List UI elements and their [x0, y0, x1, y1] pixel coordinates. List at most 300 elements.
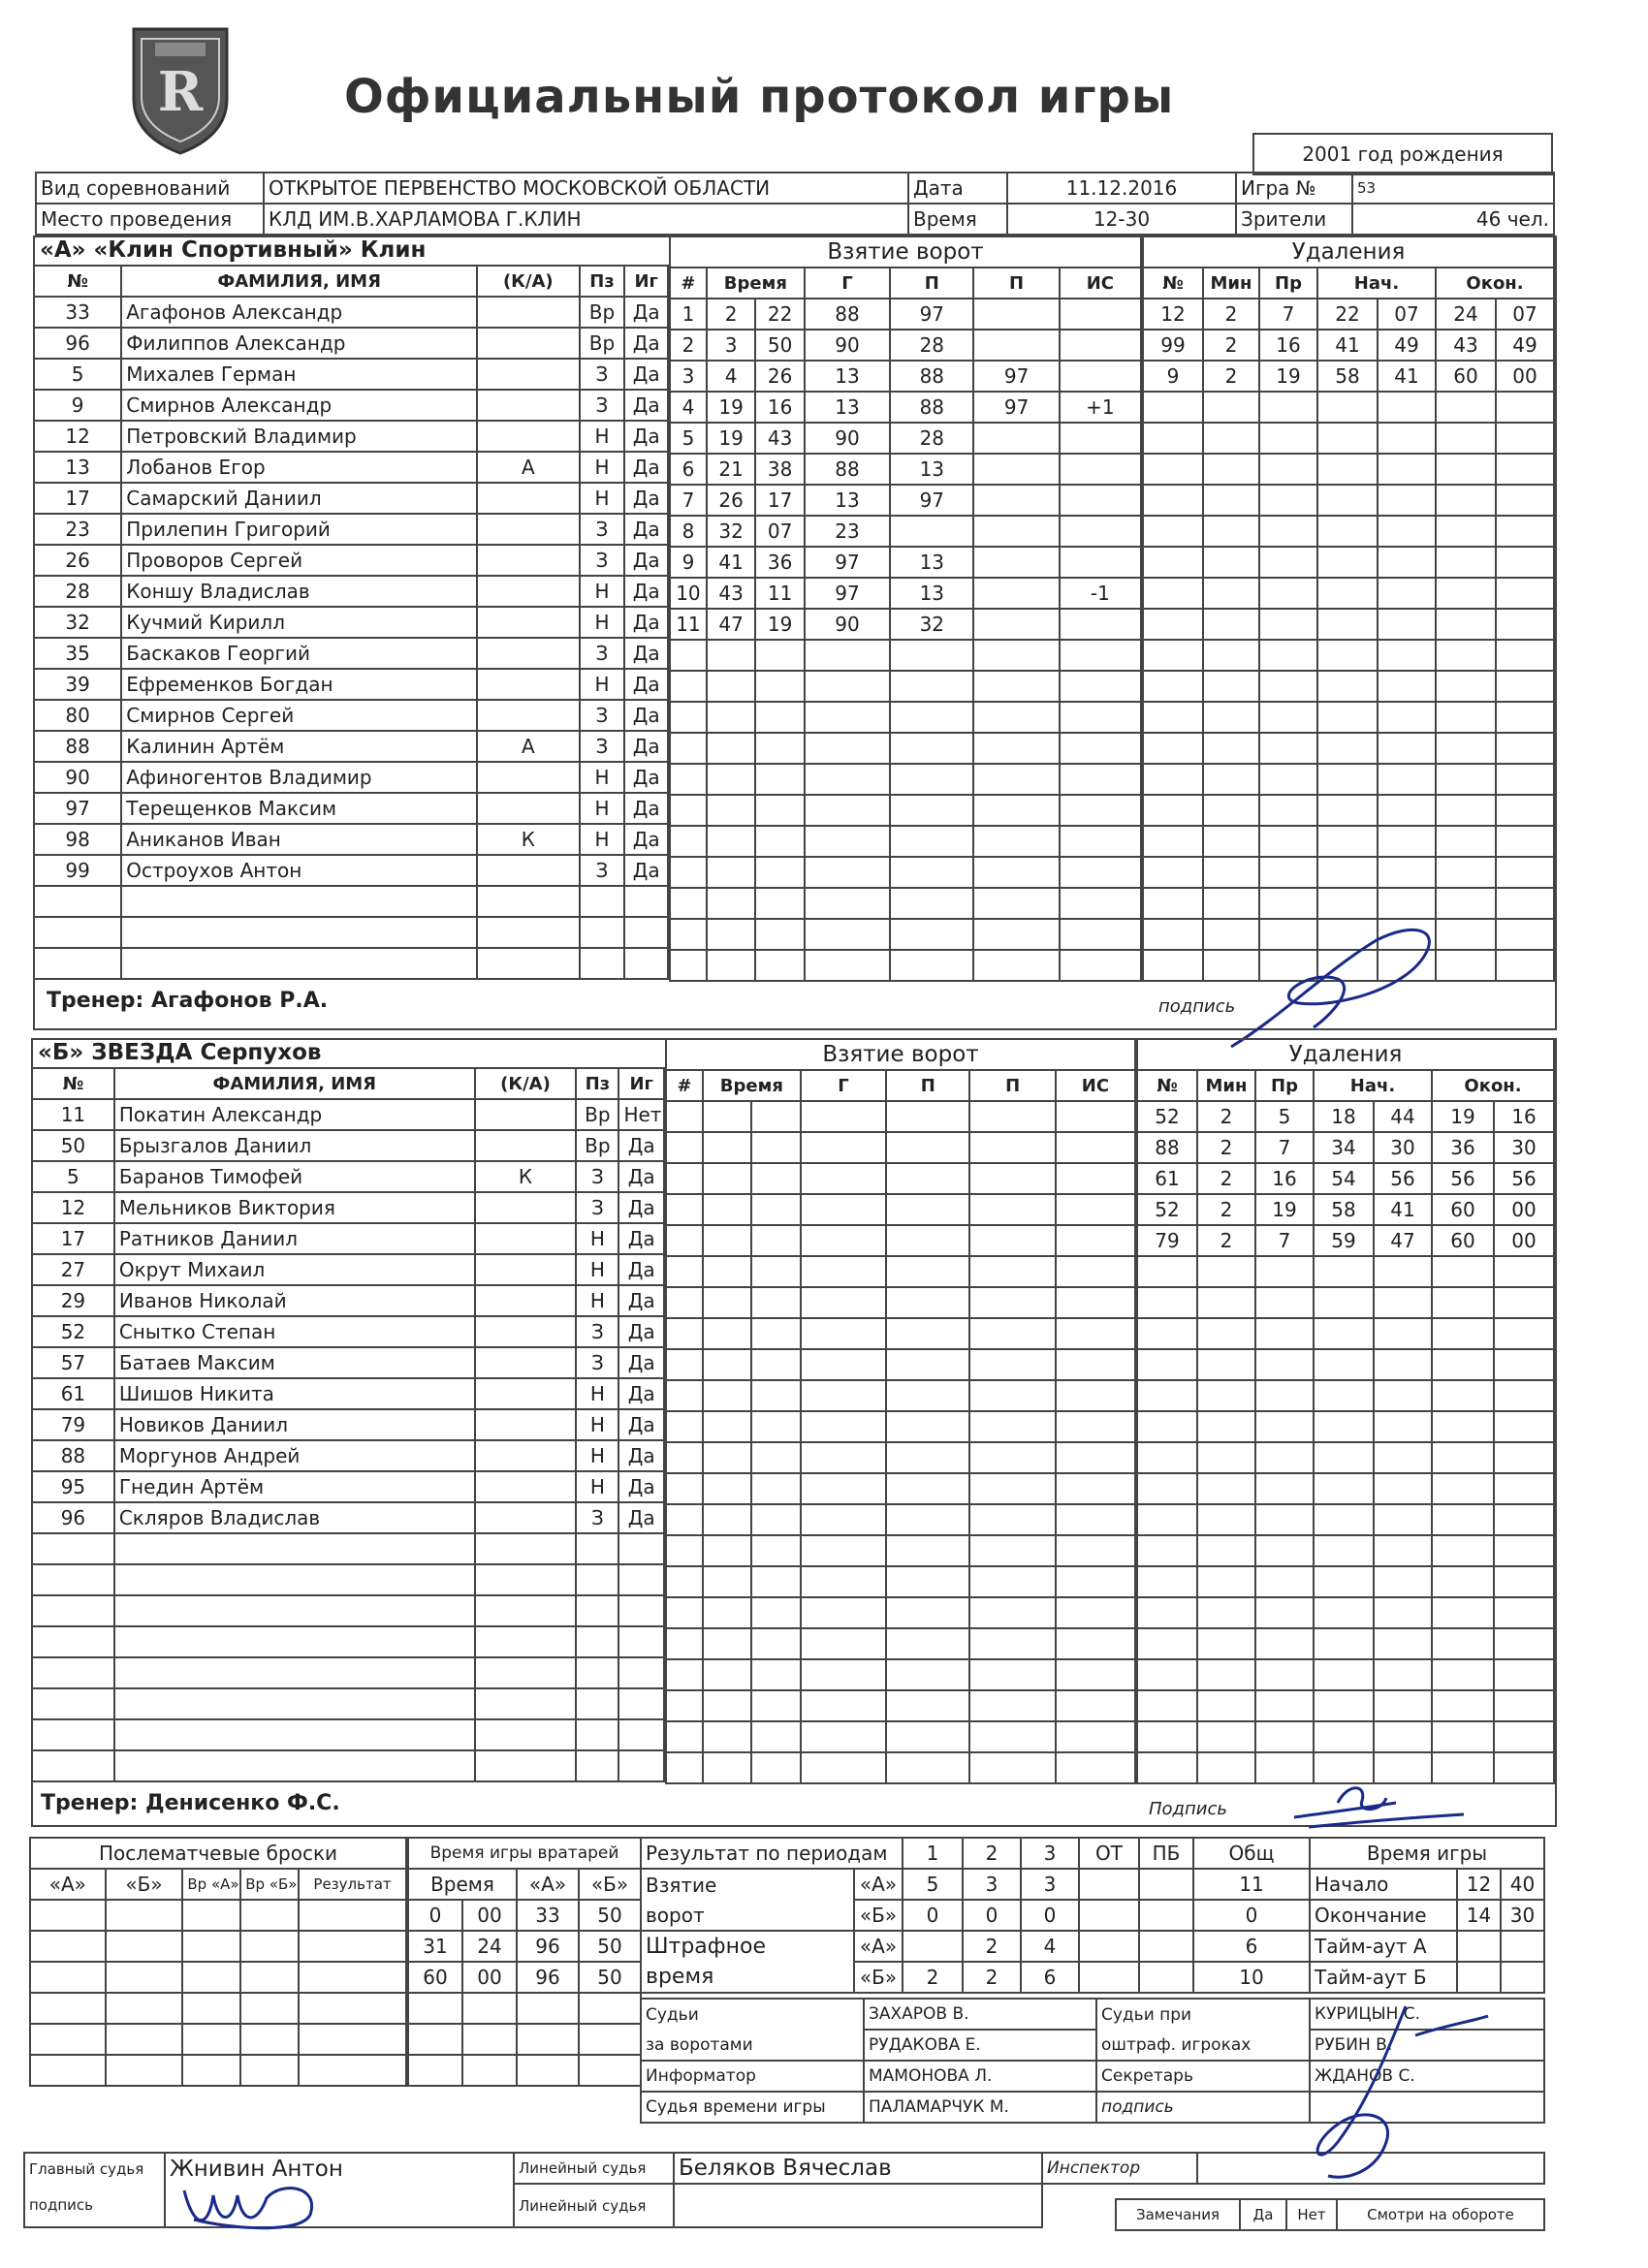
- penalty-reason: [1259, 454, 1317, 485]
- player-name: Смирнов Александр: [121, 390, 477, 421]
- penalty-start-sec: 41: [1374, 1194, 1432, 1225]
- time-label: Время: [908, 204, 1007, 235]
- goal-situation: [1060, 671, 1141, 702]
- player-number: 39: [34, 669, 121, 700]
- penalty-end-sec: [1494, 1690, 1554, 1721]
- goal-minute: [703, 1411, 751, 1442]
- goalie-b: 50: [579, 1931, 641, 1962]
- table-row: [670, 857, 1141, 888]
- player-name: Гнедин Артём: [114, 1471, 475, 1502]
- penalty-minutes: [1197, 1318, 1255, 1349]
- player-position: З: [580, 514, 625, 545]
- player-position: Н: [580, 421, 625, 452]
- table-row: [32, 1750, 664, 1781]
- penalty-minutes: [1203, 485, 1259, 516]
- penalty-end-sec: [1494, 1349, 1554, 1380]
- goal-second: [751, 1101, 800, 1132]
- goal-scorer: [805, 919, 890, 950]
- player-number: 12: [32, 1192, 114, 1223]
- player-name: [121, 948, 477, 979]
- table-row: [34, 514, 668, 545]
- penalty-player: [1137, 1411, 1197, 1442]
- player-number: 95: [32, 1471, 114, 1502]
- col-goal-assist1: П: [890, 268, 973, 299]
- goal-assist-2: [973, 857, 1059, 888]
- goalie-minute: 60: [408, 1962, 462, 1993]
- goal-judge-2: РУДАКОВА Е.: [864, 2030, 1096, 2061]
- goal-index: [666, 1659, 703, 1690]
- goal-assist-2: [969, 1721, 1055, 1752]
- penalty-start-sec: [1374, 1597, 1432, 1628]
- penalty-player: [1143, 733, 1203, 764]
- penalty-end-min: [1432, 1411, 1494, 1442]
- table-row: [1137, 1690, 1554, 1721]
- player-played: Да: [624, 607, 668, 638]
- goalie-minute: 31: [408, 1931, 462, 1962]
- goal-scorer: [805, 795, 890, 826]
- penalty-end-min: [1432, 1690, 1494, 1721]
- table-row: [1137, 1380, 1554, 1411]
- penalty-start-sec: [1374, 1349, 1432, 1380]
- penalty-label-2: время: [641, 1962, 854, 1993]
- player-name: Баранов Тимофей: [114, 1161, 475, 1192]
- table-row: [1137, 1349, 1554, 1380]
- table-row: [1143, 578, 1554, 609]
- player-name: Смирнов Сергей: [121, 700, 477, 731]
- goal-second: [751, 1256, 800, 1287]
- penalty-start-sec: 30: [1374, 1132, 1432, 1163]
- penalty-start-sec: 49: [1378, 330, 1436, 361]
- goal-scorer: [801, 1442, 886, 1473]
- goal-second: [751, 1163, 800, 1194]
- player-number: 33: [34, 297, 121, 328]
- penalty-minutes: [1203, 795, 1259, 826]
- goal-minute: [703, 1287, 751, 1318]
- penalty-judges-label: Судьи при: [1096, 1999, 1310, 2030]
- goal-scorer: [805, 888, 890, 919]
- goal-scorer: [801, 1411, 886, 1442]
- player-position: Н: [576, 1254, 618, 1285]
- informer-value: МАМОНОВА Л.: [864, 2061, 1096, 2092]
- penalty-start-min: [1317, 857, 1378, 888]
- table-row: [32, 1161, 664, 1192]
- goalie-col-time: Время: [408, 1869, 517, 1900]
- goal-index: [666, 1318, 703, 1349]
- goal-assist-1: 88: [890, 392, 973, 423]
- penalty-minutes: [1197, 1752, 1255, 1783]
- penalty-start-min: [1314, 1287, 1374, 1318]
- penalty-minutes: [1203, 857, 1259, 888]
- player-played: [618, 1626, 664, 1657]
- game-time-title: Время игры: [1310, 1838, 1544, 1869]
- player-role: [477, 793, 579, 824]
- goal-assist-2: [969, 1287, 1055, 1318]
- table-row: [1143, 640, 1554, 671]
- penalty-end-sec: [1494, 1504, 1554, 1535]
- penalty-end-sec: [1496, 857, 1554, 888]
- goal-minute: [707, 733, 755, 764]
- table-row: [1137, 1194, 1554, 1225]
- goal-assist-2: [969, 1597, 1055, 1628]
- table-row: [1137, 1132, 1554, 1163]
- goal-situation: [1056, 1225, 1135, 1256]
- penalty-start-min: 34: [1314, 1132, 1374, 1163]
- player-number: 26: [34, 545, 121, 576]
- player-number: 99: [34, 855, 121, 886]
- goal-assist-1: [886, 1101, 969, 1132]
- goal-second: [751, 1473, 800, 1504]
- player-number: 35: [34, 638, 121, 669]
- penalty-end-min: [1432, 1349, 1494, 1380]
- goal-assist-2: [969, 1504, 1055, 1535]
- player-played: Да: [624, 669, 668, 700]
- player-position: З: [576, 1192, 618, 1223]
- penalty-start-sec: [1374, 1504, 1432, 1535]
- goal-situation: [1056, 1349, 1135, 1380]
- chief-referee-signature: [174, 2171, 330, 2239]
- goal-index: [666, 1132, 703, 1163]
- player-name: Баскаков Георгий: [121, 638, 477, 669]
- goal-situation: [1060, 423, 1141, 454]
- goal-assist-1: [890, 671, 973, 702]
- player-role: К: [477, 824, 579, 855]
- penalty-start-min: [1314, 1659, 1374, 1690]
- penalty-end-sec: [1496, 733, 1554, 764]
- penalty-end-sec: [1494, 1752, 1554, 1783]
- goal-scorer: [801, 1566, 886, 1597]
- goal-assist-2: [973, 702, 1059, 733]
- goal-situation: [1060, 609, 1141, 640]
- goal-minute: [707, 764, 755, 795]
- penalty-end-sec: [1494, 1442, 1554, 1473]
- goal-minute: [703, 1442, 751, 1473]
- player-name: Коншу Владислав: [121, 576, 477, 607]
- player-role: [475, 1533, 577, 1564]
- player-number: [32, 1657, 114, 1688]
- goal-minute: 4: [707, 361, 755, 392]
- player-name: Ефременков Богдан: [121, 669, 477, 700]
- team-b-coach: Тренер: Денисенко Ф.С.: [41, 1791, 340, 1815]
- player-number: 88: [34, 731, 121, 762]
- player-name: [114, 1595, 475, 1626]
- goal-situation: [1056, 1752, 1135, 1783]
- player-role: [475, 1657, 577, 1688]
- player-position: Н: [580, 607, 625, 638]
- player-position: Н: [576, 1378, 618, 1409]
- player-role: [475, 1719, 577, 1750]
- player-position: Н: [580, 762, 625, 793]
- goal-second: 19: [755, 609, 804, 640]
- player-position: З: [580, 638, 625, 669]
- table-row: [1143, 454, 1554, 485]
- goal-index: [666, 1566, 703, 1597]
- goal-scorer: 13: [805, 361, 890, 392]
- goal-assist-1: [886, 1225, 969, 1256]
- secretary-signature: [1280, 1997, 1493, 2190]
- linesman-1-value: Беляков Вячеслав: [674, 2153, 1042, 2184]
- penalty-start-min: 58: [1314, 1194, 1374, 1225]
- table-row: [670, 330, 1141, 361]
- penalty-reason: [1259, 392, 1317, 423]
- goal-index: 8: [670, 516, 707, 547]
- goal-minute: [707, 702, 755, 733]
- player-name: Иванов Николай: [114, 1285, 475, 1316]
- penalty-reason: [1259, 702, 1317, 733]
- penalty-reason: [1259, 485, 1317, 516]
- table-row: [666, 1225, 1135, 1256]
- penalty-minutes: [1197, 1659, 1255, 1690]
- table-row: [32, 1192, 664, 1223]
- penalty-end-sec: [1496, 485, 1554, 516]
- player-role: [477, 762, 579, 793]
- penalty-end-min: [1436, 764, 1496, 795]
- penalty-end-sec: [1494, 1535, 1554, 1566]
- table-row: [1143, 485, 1554, 516]
- goal-index: [666, 1473, 703, 1504]
- penalty-reason: [1255, 1380, 1314, 1411]
- goal-assist-1: [890, 702, 973, 733]
- player-number: 23: [34, 514, 121, 545]
- goal-scorer: [805, 857, 890, 888]
- goal-second: [751, 1721, 800, 1752]
- timekeeper-value: ПАЛАМАРЧУК М.: [864, 2092, 1096, 2123]
- goal-second: 16: [755, 392, 804, 423]
- goal-assist-1: [890, 857, 973, 888]
- col-name: ФАМИЛИЯ, ИМЯ: [114, 1068, 475, 1099]
- player-number: [32, 1750, 114, 1781]
- goal-assist-1: [886, 1690, 969, 1721]
- player-played: Да: [624, 421, 668, 452]
- player-role: [477, 514, 579, 545]
- penalty-minutes: 2: [1197, 1163, 1255, 1194]
- penalty-judge-1: КУРИЦЫН С.: [1310, 1999, 1544, 2030]
- goal-minute: [703, 1318, 751, 1349]
- penalty-player: 52: [1137, 1101, 1197, 1132]
- player-number: 57: [32, 1347, 114, 1378]
- player-name: Самарский Даниил: [121, 483, 477, 514]
- penalty-end-sec: [1494, 1287, 1554, 1318]
- team-b-label: «Б»: [854, 1962, 903, 1993]
- goal-assist-1: 28: [890, 423, 973, 454]
- player-position: З: [576, 1347, 618, 1378]
- penalty-player: 12: [1143, 299, 1203, 330]
- penalty-minutes: [1197, 1628, 1255, 1659]
- goal-assist-2: [969, 1225, 1055, 1256]
- timekeeper-label: Судья времени игры: [641, 2092, 864, 2123]
- penalty-reason: 19: [1255, 1194, 1314, 1225]
- player-role: [475, 1347, 577, 1378]
- player-number: 13: [34, 452, 121, 483]
- penalty-minutes: [1203, 609, 1259, 640]
- goal-situation: [1060, 640, 1141, 671]
- player-played: Да: [624, 452, 668, 483]
- goal-second: [751, 1535, 800, 1566]
- goal-index: 1: [670, 299, 707, 330]
- player-played: Да: [618, 1285, 664, 1316]
- penalty-end-min: [1436, 733, 1496, 764]
- goal-situation: [1056, 1380, 1135, 1411]
- penalty-start-sec: [1378, 454, 1436, 485]
- player-number: 5: [32, 1161, 114, 1192]
- col-num: №: [34, 266, 121, 297]
- player-position: Вр: [580, 297, 625, 328]
- linesman-1-label: Линейный судья: [514, 2153, 674, 2184]
- penalty-start-min: [1314, 1535, 1374, 1566]
- goal-index: 2: [670, 330, 707, 361]
- penalty-minutes: [1203, 392, 1259, 423]
- penalty-minutes: [1203, 578, 1259, 609]
- player-played: Да: [624, 700, 668, 731]
- goal-minute: [703, 1101, 751, 1132]
- goal-scorer: [801, 1318, 886, 1349]
- penalty-start-min: 58: [1317, 361, 1378, 392]
- penalty-player: 9: [1143, 361, 1203, 392]
- table-row: [34, 359, 668, 390]
- table-row: [408, 1931, 641, 1962]
- penalty-start-min: [1314, 1411, 1374, 1442]
- penalty-end-sec: [1496, 516, 1554, 547]
- goal-assist-2: [969, 1163, 1055, 1194]
- goal-assist-2: [973, 299, 1059, 330]
- player-name: Калинин Артём: [121, 731, 477, 762]
- penalty-reason: 16: [1255, 1163, 1314, 1194]
- player-role: [477, 948, 579, 979]
- penalty-start-sec: 41: [1378, 361, 1436, 392]
- goal-scorer: [801, 1504, 886, 1535]
- penalty-end-sec: [1494, 1566, 1554, 1597]
- goal-minute: [707, 857, 755, 888]
- goal-assist-2: [969, 1659, 1055, 1690]
- table-row: [1143, 299, 1554, 330]
- goal-assist-2: [969, 1566, 1055, 1597]
- goal-scorer: [801, 1752, 886, 1783]
- goal-second: 50: [755, 330, 804, 361]
- player-number: 5: [34, 359, 121, 390]
- player-role: [475, 1750, 577, 1781]
- venue-value: КЛД ИМ.В.ХАРЛАМОВА Г.КЛИН: [264, 204, 908, 235]
- player-position: Н: [576, 1223, 618, 1254]
- goalie-col-b: «Б»: [579, 1869, 641, 1900]
- penalty-end-min: [1432, 1287, 1494, 1318]
- col-pen-reason: Пр: [1255, 1070, 1314, 1101]
- goal-index: [666, 1256, 703, 1287]
- goal-scorer: 13: [805, 485, 890, 516]
- goal-minute: [707, 671, 755, 702]
- team-a-goals-title: Взятие ворот: [670, 236, 1141, 268]
- penalty-player: [1143, 547, 1203, 578]
- penalty-end-sec: [1494, 1256, 1554, 1287]
- player-role: [475, 1130, 577, 1161]
- penalty-player: [1143, 702, 1203, 733]
- player-number: 61: [32, 1378, 114, 1409]
- goal-situation: [1060, 516, 1141, 547]
- penalty-reason: [1255, 1473, 1314, 1504]
- goal-scorer: [805, 950, 890, 981]
- penalty-player: [1143, 888, 1203, 919]
- table-row: [32, 1316, 664, 1347]
- col-goal-time: Время: [707, 268, 805, 299]
- penalty-end-sec: [1496, 578, 1554, 609]
- col-goal-situation: ИС: [1056, 1070, 1135, 1101]
- page-title: Официальный протокол игры: [344, 70, 1175, 124]
- player-position: З: [580, 855, 625, 886]
- goal-minute: [703, 1566, 751, 1597]
- table-row: [1143, 702, 1554, 733]
- penalty-reason: 7: [1255, 1225, 1314, 1256]
- penalty-start-sec: [1374, 1442, 1432, 1473]
- player-played: Да: [624, 390, 668, 421]
- col-played: Иг: [624, 266, 668, 297]
- penalty-start-sec: [1378, 392, 1436, 423]
- player-position: Вр: [580, 328, 625, 359]
- table-row: [34, 638, 668, 669]
- team-b-goals-title: Взятие ворот: [666, 1039, 1135, 1070]
- goal-assist-2: [969, 1690, 1055, 1721]
- col-pen-end: Окон.: [1436, 268, 1554, 299]
- goalie-a: 96: [517, 1931, 579, 1962]
- penalty-start-sec: [1374, 1256, 1432, 1287]
- penalty-start-min: [1317, 702, 1378, 733]
- player-number: 32: [34, 607, 121, 638]
- table-row: [670, 888, 1141, 919]
- table-row: [34, 886, 668, 917]
- player-role: [475, 1285, 577, 1316]
- goal-index: [666, 1163, 703, 1194]
- player-played: [624, 886, 668, 917]
- col-pen-min: Мин: [1203, 268, 1259, 299]
- col-pen-min: Мин: [1197, 1070, 1255, 1101]
- start-minute: 40: [1501, 1869, 1544, 1900]
- penalty-end-sec: 07: [1496, 299, 1554, 330]
- penalty-end-sec: [1496, 423, 1554, 454]
- goal-assist-1: [886, 1287, 969, 1318]
- penalty-start-min: [1317, 454, 1378, 485]
- goal-minute: 19: [707, 392, 755, 423]
- table-row: [666, 1690, 1135, 1721]
- goal-situation: [1056, 1256, 1135, 1287]
- goal-second: [751, 1690, 800, 1721]
- table-row: [34, 452, 668, 483]
- end-label: Окончание: [1310, 1900, 1457, 1931]
- table-row: [32, 1254, 664, 1285]
- col-goal-index: #: [666, 1070, 703, 1101]
- period-col-3: 3: [1021, 1838, 1079, 1869]
- goal-assist-1: [886, 1163, 969, 1194]
- penalty-minutes: [1197, 1473, 1255, 1504]
- player-played: Да: [624, 638, 668, 669]
- goal-scorer: 88: [805, 299, 890, 330]
- goal-situation: [1060, 702, 1141, 733]
- player-role: [477, 669, 579, 700]
- player-role: [477, 700, 579, 731]
- penalty-reason: [1255, 1411, 1314, 1442]
- goal-second: [751, 1287, 800, 1318]
- goal-assist-2: [969, 1194, 1055, 1225]
- penalty-start-min: [1317, 547, 1378, 578]
- goal-assist-2: [969, 1380, 1055, 1411]
- goal-minute: 21: [707, 454, 755, 485]
- goal-assist-1: [886, 1752, 969, 1783]
- penalty-end-min: [1436, 826, 1496, 857]
- goal-scorer: [801, 1194, 886, 1225]
- player-number: 17: [34, 483, 121, 514]
- team-b-signature: [1289, 1774, 1474, 1832]
- player-role: [475, 1471, 577, 1502]
- player-name: [114, 1719, 475, 1750]
- player-name: Шишов Никита: [114, 1378, 475, 1409]
- goal-situation: [1056, 1101, 1135, 1132]
- penalty-start-min: [1317, 516, 1378, 547]
